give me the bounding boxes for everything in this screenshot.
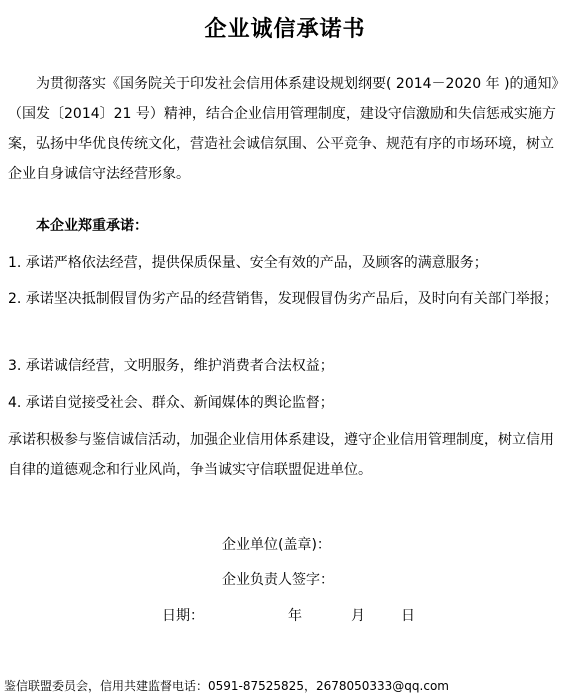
- pledge-heading: 本企业郑重承诺：: [36, 218, 148, 234]
- date-year-label: 年: [288, 608, 302, 624]
- pledge-item-3: 3. 承诺诚信经营，文明服务，维护消费者合法权益；: [8, 358, 334, 374]
- pledge-item-1: 1. 承诺严格依法经营，提供保质保量、安全有效的产品，及顾客的满意服务；: [8, 255, 488, 271]
- pledge-item-4: 4. 承诺自觉接受社会、群众、新闻媒体的舆论监督；: [8, 395, 334, 411]
- intro-paragraph: 为贯彻落实《国务院关于印发社会信用体系建设规划纲要( 2014－2020 年 )的通知》（国发〔2014〕21 号）精神，结合企业信用管理制度，建设守信激励和失信惩戒实施方案，弘扬中华优良传统文化，营造社会诚信氛围、公平竞争、规范有序的市场环境，树立企业自身诚信守法经营形象。: [8, 76, 559, 182]
- date-month-label: 月: [351, 608, 365, 624]
- date-day-label: 日: [401, 608, 415, 624]
- document-title: 企业诚信承诺书: [204, 17, 366, 42]
- responsible-person-signature-label: 企业负责人签字：: [222, 572, 334, 588]
- pledge-item-2: 2. 承诺坚决抵制假冒伪劣产品的经营销售，发现假冒伪劣产品后，及时向有关部门举报；: [8, 291, 558, 307]
- closing-paragraph: 承诺积极参与鉴信诚信活动，加强企业信用体系建设，遵守企业信用管理制度，树立信用自律的道德观念和行业风尚，争当诚实守信联盟促进单位。: [8, 432, 554, 478]
- date-label: 日期：: [162, 608, 204, 624]
- company-seal-label: 企业单位(盖章)：: [222, 537, 331, 553]
- date-line: [162, 606, 415, 626]
- footer-contact: 鉴信联盟委员会，信用共建监督电话：0591-87525825，2678050333@qq.com: [4, 679, 449, 693]
